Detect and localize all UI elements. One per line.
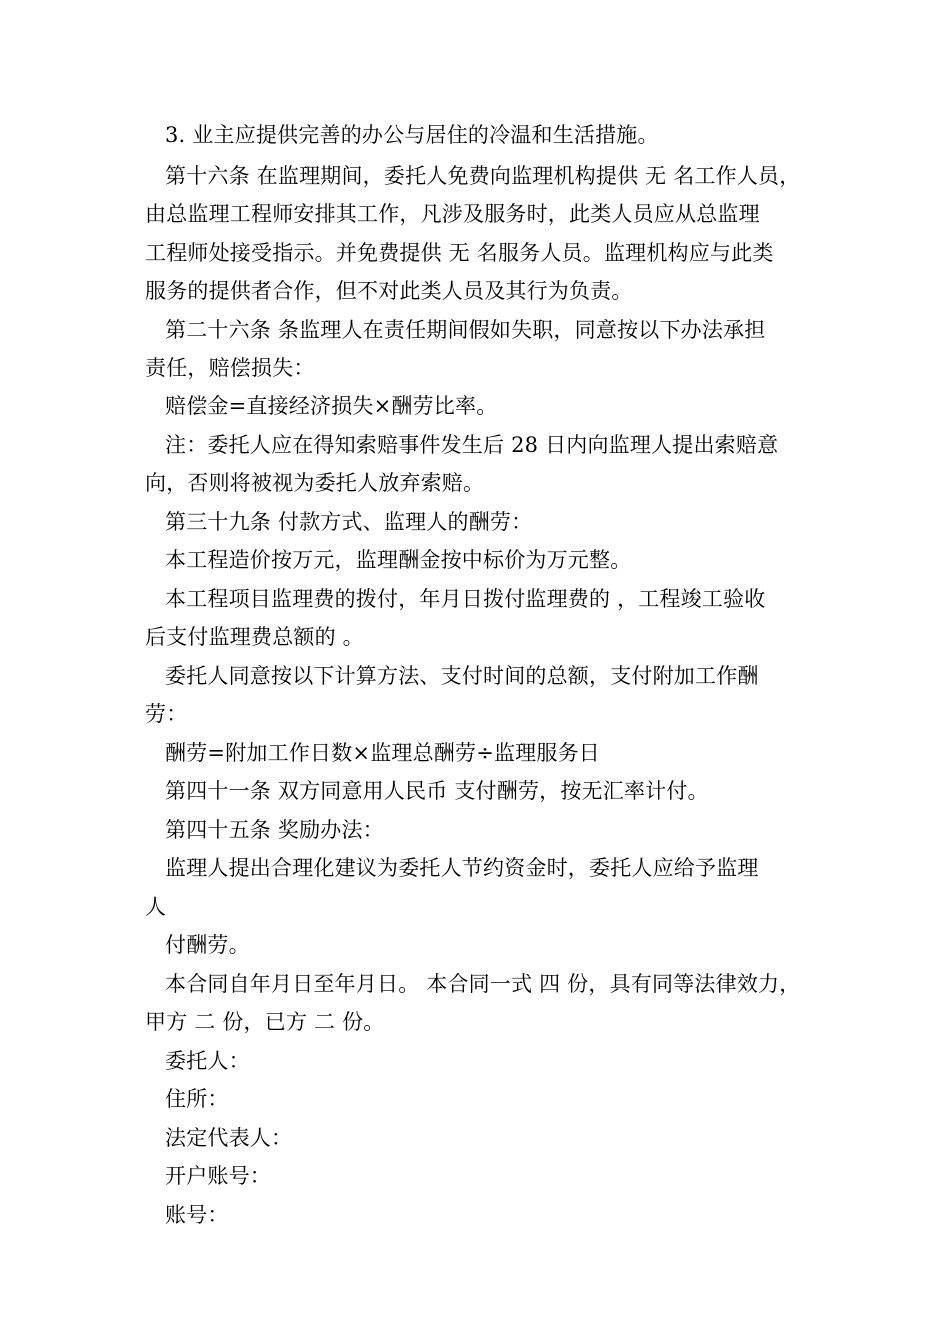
text-line: 第十六条 在监理期间，委托人免费向监理机构提供 无 名工作人员， (165, 164, 801, 188)
text-line: 甲方 二 份，已方 二 份。 (145, 1010, 385, 1034)
text-line: 本工程造价按万元，监理酬金按中标价为万元整。 (165, 548, 632, 572)
text-line: 委托人： (165, 1049, 250, 1073)
text-line: 委托人同意按以下计算方法、支付时间的总额，支付附加工作酬 (165, 664, 759, 688)
text-line: 劳： (145, 702, 188, 726)
text-line: 第二十六条 条监理人在责任期间假如失职，同意按以下办法承担 (165, 318, 766, 342)
text-line: 付酬劳。 (165, 933, 250, 957)
text-line: 监理人提出合理化建议为委托人节约资金时，委托人应给予监理 (165, 856, 759, 880)
text-line: 责任，赔偿损失： (145, 356, 315, 380)
text-line: 账号： (165, 1203, 229, 1227)
text-line: 后支付监理费总额的 。 (145, 625, 364, 649)
text-line: 本合同自年月日至年月日。 本合同一式 四 份，具有同等法律效力， (165, 972, 801, 996)
text-line: 第四十一条 双方同意用人民币 支付酬劳，按无汇率计付。 (165, 779, 709, 803)
text-line: 向，否则将被视为委托人放弃索赔。 (145, 471, 485, 495)
text-line: 第三十九条 付款方式、监理人的酬劳： (165, 510, 533, 534)
text-line: 第四十五条 奖励办法： (165, 818, 384, 842)
text-line: 注：委托人应在得知索赔事件发生后 28 日内向监理人提出索赔意 (165, 433, 779, 457)
text-line: 住所： (165, 1087, 229, 1111)
text-line: 人 (145, 895, 167, 919)
text-line: 服务的提供者合作，但不对此类人员及其行为负责。 (145, 279, 633, 303)
text-line: 本工程项目监理费的拨付，年月日拨付监理费的 ，工程竣工验收 (165, 587, 766, 611)
text-line: 赔偿金=直接经济损失×酬劳比率。 (165, 394, 498, 418)
text-line: 酬劳=附加工作日数×监理总酬劳÷监理服务日 (165, 741, 600, 765)
text-line: 由总监理工程师安排其工作，凡涉及服务时，此类人员应从总监理 (145, 202, 760, 226)
text-line: 开户账号： (165, 1164, 271, 1188)
text-line: 法定代表人： (165, 1126, 293, 1150)
text-line: 工程师处接受指示。并免费提供 无 名服务人员。监理机构应与此类 (145, 241, 774, 265)
text-line: 3. 业主应提供完善的办公与居住的冷温和生活措施。 (165, 123, 659, 147)
